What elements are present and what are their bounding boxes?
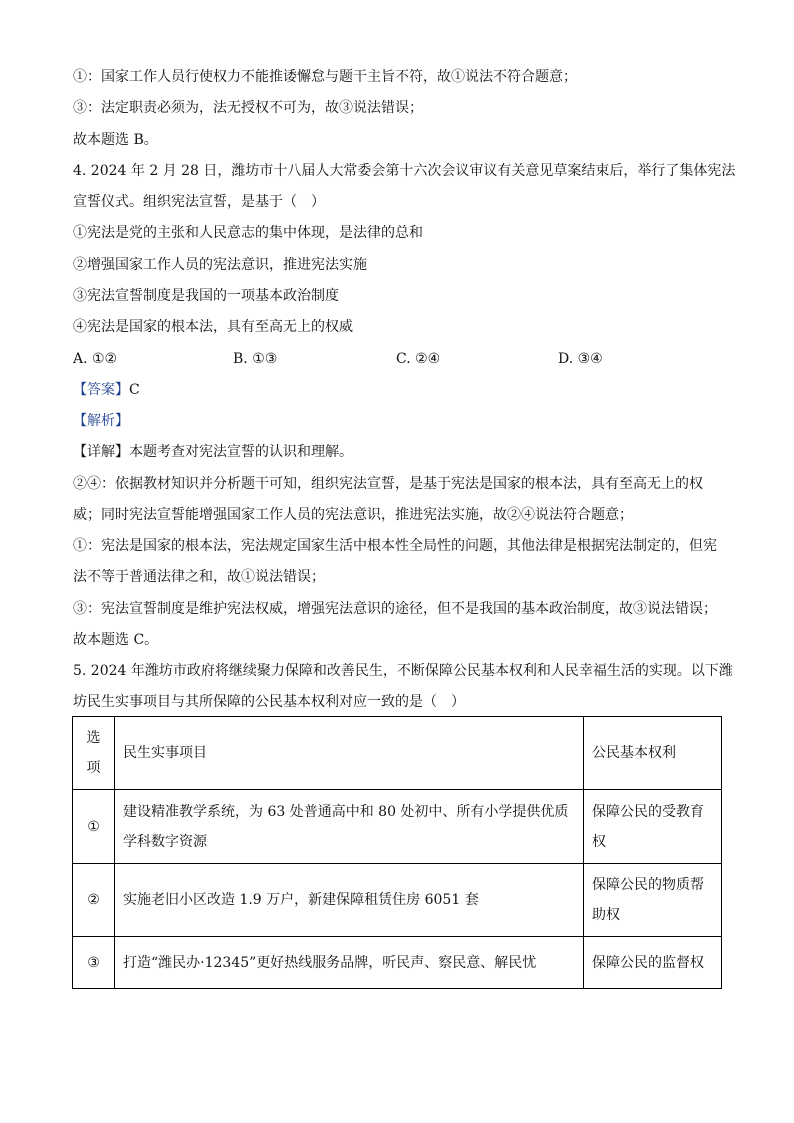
statement-2: ②增强国家工作人员的宪法意识，推进宪法实施 <box>73 257 367 273</box>
text-line: ③：法定职责必须为，法无授权不可为，故③说法错误； <box>73 100 423 116</box>
explain-line: 法不等于普通法律之和，故①说法错误； <box>73 569 325 585</box>
explain-line: 威；同时宪法宣誓能增强国家工作人员的宪法意识，推进宪法实施，故②④说法符合题意； <box>73 507 633 523</box>
table-cell: ② <box>73 864 115 937</box>
question-4-stem: 4. 2024 年 2 月 28 日，潍坊市十八届人大常委会第十六次会议审议有关意见草案结束后，举行了集体宪法 <box>73 163 736 179</box>
option-a: A. ①② <box>73 351 118 367</box>
table-header-cell: 选项 <box>73 717 115 790</box>
table-row <box>73 864 722 937</box>
explain-line: 故本题选 C。 <box>73 632 159 648</box>
detail-line <box>73 442 353 462</box>
rights-table <box>72 716 722 989</box>
statement-3: ③宪法宣誓制度是我国的一项基本政治制度 <box>73 288 339 304</box>
answer-value: C <box>129 382 140 398</box>
option-b: B. ①③ <box>233 351 278 367</box>
statement-4: ④宪法是国家的根本法，具有至高无上的权威 <box>73 319 353 335</box>
detail-text: 本题考查对宪法宣誓的认识和理解。 <box>129 444 353 460</box>
option-c: C. ②④ <box>396 351 441 367</box>
question-4-stem: 宣誓仪式。组织宪法宣誓，是基于（ ） <box>73 194 325 210</box>
statement-1: ①宪法是党的主张和人民意志的集中体现，是法律的总和 <box>73 225 423 241</box>
table-row <box>73 790 722 864</box>
analysis-label: 【解析】 <box>73 413 129 429</box>
table-cell: 保障公民的物质帮助权 <box>584 864 722 937</box>
answer-line <box>73 380 140 400</box>
text-line: ①：国家工作人员行使权力不能推诿懈怠与题干主旨不符，故①说法不符合题意； <box>73 69 577 85</box>
answer-label: 【答案】 <box>73 382 129 398</box>
explain-line: ②④：依据教材知识并分析题干可知，组织宪法宣誓，是基于宪法是国家的根本法，具有至高无上的权 <box>73 476 703 492</box>
table-header-cell: 公民基本权利 <box>584 717 722 790</box>
table-cell: 实施老旧小区改造 1.9 万户，新建保障租赁住房 6051 套 <box>115 864 584 937</box>
explain-line: ③：宪法宣誓制度是维护宪法权威，增强宪法意识的途径，但不是我国的基本政治制度，故③说法错误； <box>73 601 717 617</box>
table-row <box>73 937 722 989</box>
question-5-stem: 5. 2024 年潍坊市政府将继续聚力保障和改善民生，不断保障公民基本权利和人民幸福生活的实现。以下潍 <box>73 663 733 679</box>
table-header-cell: 民生实事项目 <box>115 717 584 790</box>
option-d: D. ③④ <box>558 351 603 367</box>
table-cell: 保障公民的监督权 <box>584 937 722 989</box>
text-line: 故本题选 B。 <box>73 132 158 148</box>
analysis-line <box>73 411 129 431</box>
explain-line: ①：宪法是国家的根本法，宪法规定国家生活中根本性全局性的问题，其他法律是根据宪法制定的，但宪 <box>73 538 717 554</box>
question-5-stem: 坊民生实事项目与其所保障的公民基本权利对应一致的是（ ） <box>73 694 465 710</box>
table-cell: 保障公民的受教育权 <box>584 790 722 864</box>
detail-label: 【详解】 <box>73 444 129 460</box>
table-cell: 打造“潍民办·12345”更好热线服务品牌，听民声、察民意、解民忧 <box>115 937 584 989</box>
table-cell: 建设精准教学系统，为 63 处普通高中和 80 处初中、所有小学提供优质学科数字资源 <box>115 790 584 864</box>
table-cell: ① <box>73 790 115 864</box>
table-header-row <box>73 717 722 790</box>
table-cell: ③ <box>73 937 115 989</box>
